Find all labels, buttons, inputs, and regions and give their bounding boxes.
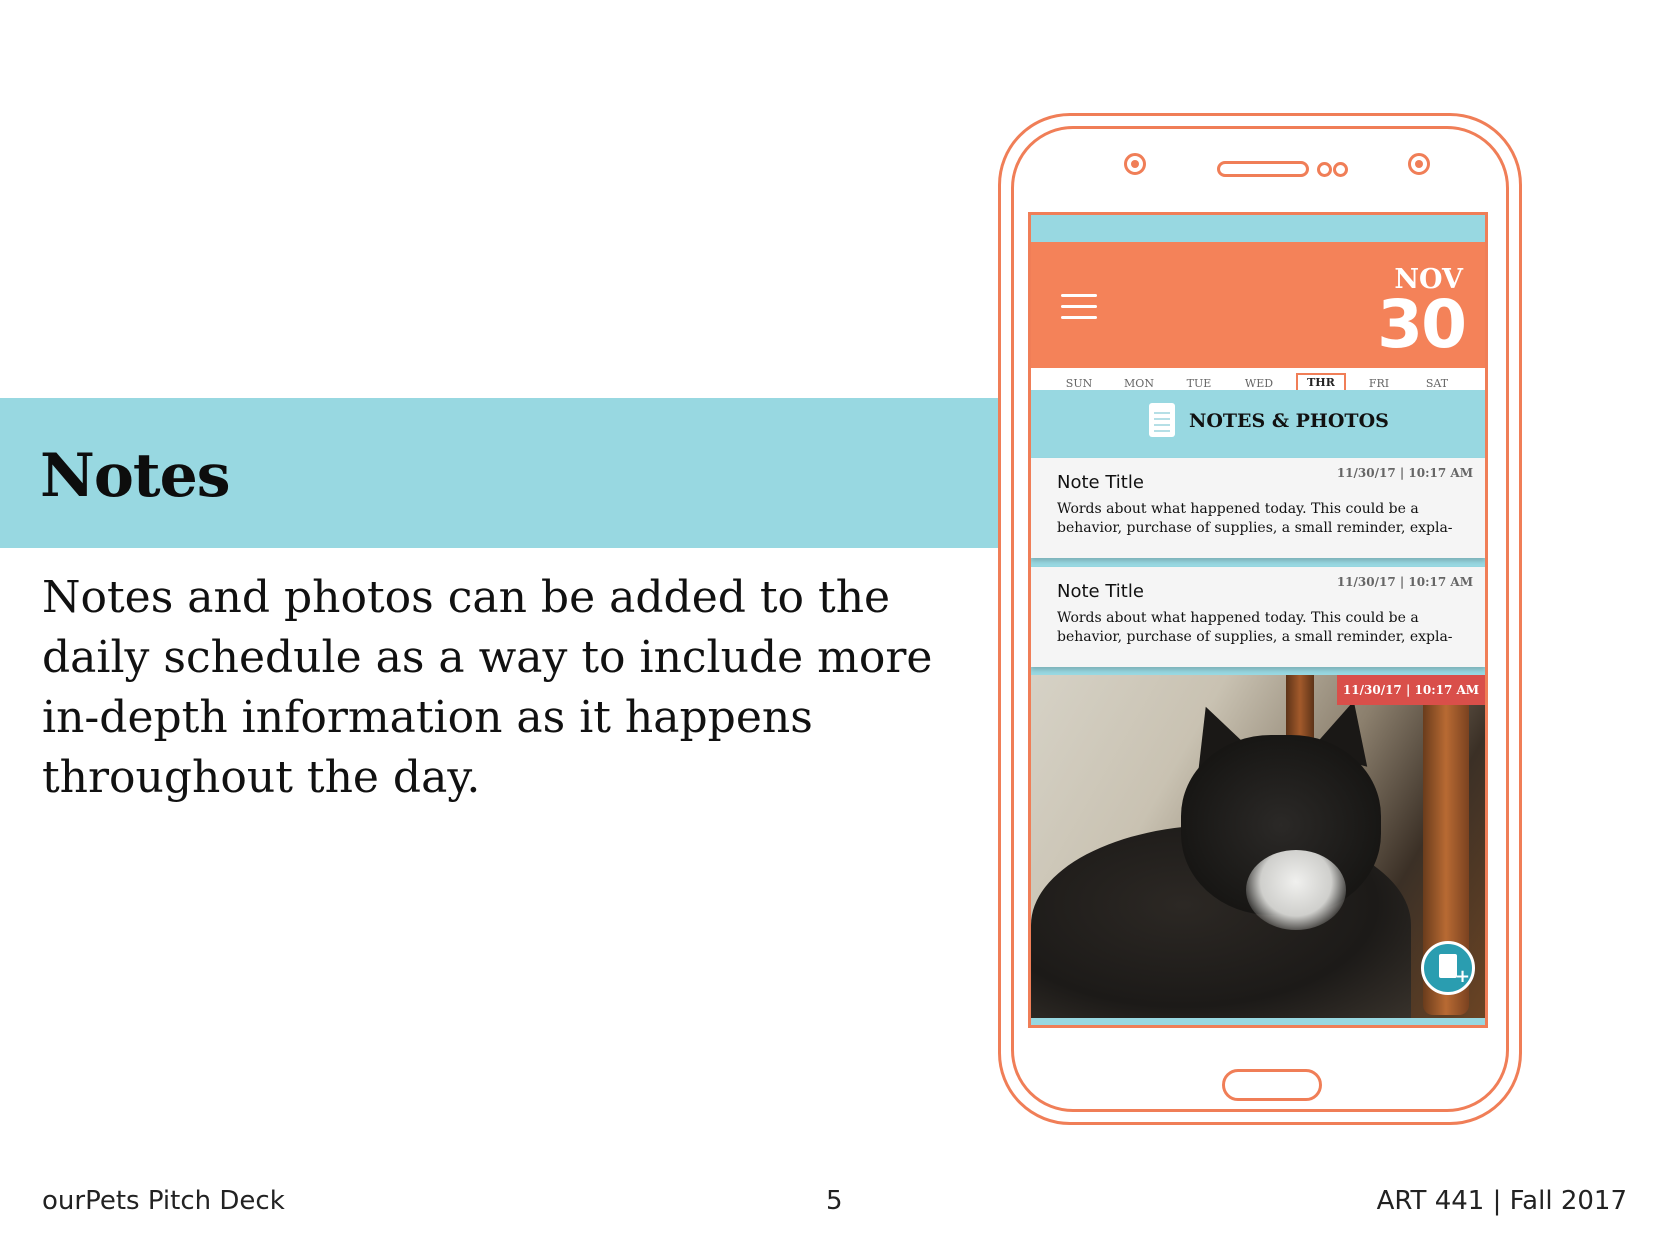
day-tab-thr[interactable]: THR — [1296, 373, 1346, 390]
app-header — [1031, 242, 1485, 368]
note-card[interactable] — [1031, 567, 1485, 667]
hamburger-menu-icon[interactable] — [1061, 294, 1097, 320]
notepad-icon — [1149, 403, 1175, 437]
camera-icon — [1408, 153, 1430, 175]
photo-timestamp: 11/30/17 | 10:17 AM — [1337, 675, 1485, 705]
note-card[interactable] — [1031, 458, 1485, 558]
week-day-selector — [1031, 368, 1485, 390]
notes-section-header — [1031, 390, 1485, 452]
home-button[interactable] — [1222, 1069, 1322, 1101]
day-tab-sat[interactable]: SAT — [1425, 377, 1449, 390]
add-note-button[interactable] — [1421, 941, 1475, 995]
day-tab-mon[interactable]: MON — [1124, 377, 1154, 390]
status-bar — [1031, 215, 1485, 242]
date-month: NOV — [1394, 264, 1463, 295]
note-timestamp: 11/30/17 | 10:17 AM — [1336, 466, 1473, 480]
speaker-grille — [1217, 161, 1309, 177]
cat-photo-muzzle — [1246, 850, 1346, 930]
sensor-dot — [1333, 162, 1348, 177]
sensor-dot — [1317, 162, 1332, 177]
photo-card[interactable] — [1031, 675, 1485, 1018]
note-text: Words about what happened today. This could be a behavior, purchase of supplies, a small reminder, expla- — [1057, 501, 1453, 536]
slide-body-text: Notes and photos can be added to the daily schedule as a way to include more in-depth information as it happens throughout the day. — [42, 572, 933, 803]
front-camera-icon — [1124, 153, 1146, 175]
note-timestamp: 11/30/17 | 10:17 AM — [1336, 575, 1473, 589]
note-title: Note Title — [1057, 581, 1144, 602]
note-title: Note Title — [1057, 472, 1144, 493]
app-screen — [1028, 212, 1488, 1028]
day-tab-sun[interactable]: SUN — [1065, 377, 1093, 390]
footer-page-number: 5 — [826, 1186, 843, 1216]
day-tab-wed[interactable]: WED — [1244, 377, 1274, 390]
section-title: NOTES & PHOTOS — [1189, 410, 1389, 432]
slide-title: Notes — [40, 441, 230, 511]
date-day: 30 — [1377, 286, 1465, 363]
footer-deck-name: ourPets Pitch Deck — [42, 1186, 285, 1216]
footer-course: ART 441 | Fall 2017 — [1376, 1186, 1627, 1216]
day-tab-tue[interactable]: TUE — [1186, 377, 1212, 390]
note-text: Words about what happened today. This could be a behavior, purchase of supplies, a small reminder, expla- — [1057, 610, 1453, 645]
day-tab-fri[interactable]: FRI — [1368, 377, 1390, 390]
plus-icon: + — [1455, 966, 1471, 987]
